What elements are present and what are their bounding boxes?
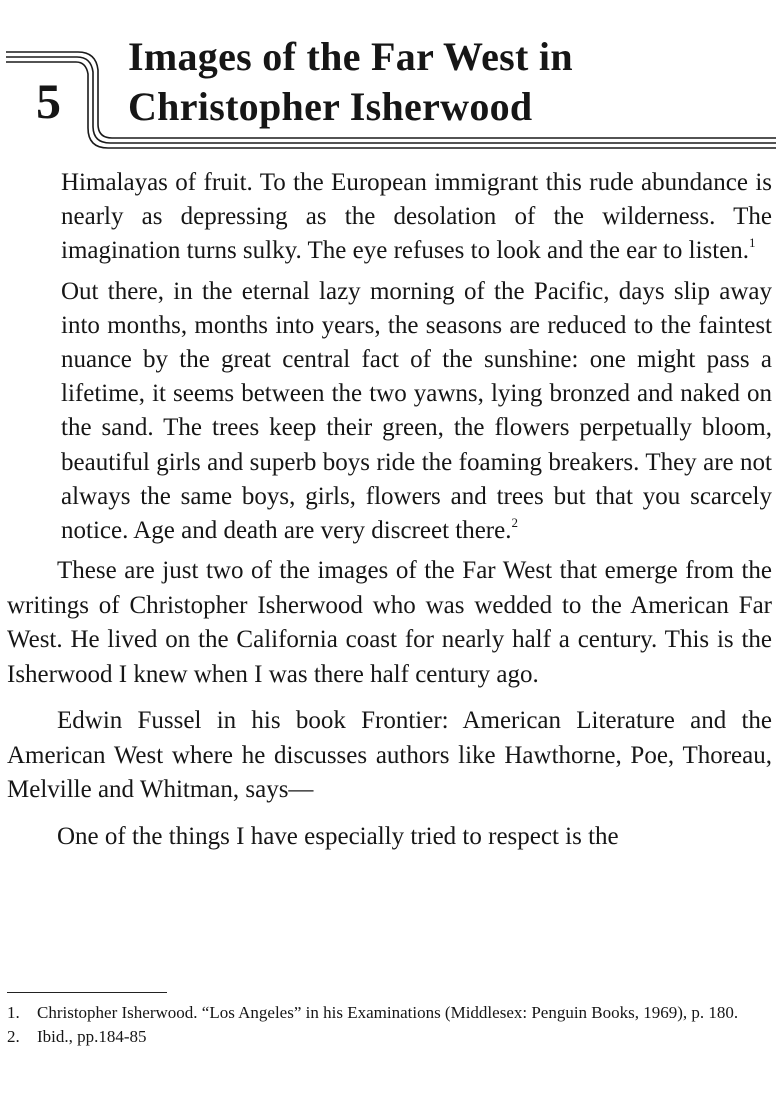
chapter-title bbox=[128, 32, 768, 132]
footnote-ref-2: 2 bbox=[511, 515, 518, 531]
chapter-number: 5 bbox=[36, 73, 61, 129]
footnote-ref-1: 1 bbox=[749, 235, 756, 251]
chapter-title-line-1: Images of the Far West in bbox=[128, 34, 573, 79]
footnote-1 bbox=[7, 1002, 770, 1024]
paragraph-3: One of the things I have especially tried to respect is the bbox=[57, 822, 619, 850]
block-quote-2 bbox=[0, 275, 780, 549]
chapter-header bbox=[0, 0, 780, 150]
body-text bbox=[0, 166, 780, 866]
footnote-text: Ibid., pp.184-85 bbox=[37, 1027, 147, 1046]
footnote-2 bbox=[7, 1026, 770, 1048]
paragraph-2: Edwin Fussel in his book Frontier: American Literature and the American West where he discusses authors like Hawthorne, Poe, Thoreau, Melville and Whitman, says— bbox=[7, 707, 772, 804]
footnotes bbox=[7, 1002, 770, 1050]
chapter-title-line-2: Christopher Isherwood bbox=[128, 84, 533, 129]
quote-text: Himalayas of fruit. To the European immigrant this rude abundance is nearly as depressing as the desolation of the wilderness. The imagination turns sulky. The eye refuses to look and the ear to listen. bbox=[61, 169, 772, 265]
footnote-divider bbox=[7, 992, 167, 993]
quote-text: Out there, in the eternal lazy morning of the Pacific, days slip away into months, months into years, the seasons are reduced to the faintest nuance by the great central fact of the sunshine: one might pass a lifetime, it seems between the two yawns, lying bronzed and naked on the sand. The trees keep their green, the flowers perpetually bloom, beautiful girls and superb boys ride the foaming breakers. They are not always the same boys, girls, flowers and trees but that you scarcely notice. Age and death are very discreet there. bbox=[61, 277, 772, 545]
paragraph-1: These are just two of the images of the Far West that emerge from the writings of Christopher Isherwood who was wedded to the American Far West. He lived on the California coast for nearly half a century. This is the Isherwood I knew when I was there half century ago. bbox=[7, 557, 772, 688]
footnote-text: Christopher Isherwood. “Los Angeles” in his Examinations (Middlesex: Penguin Books, 1969), p. 180. bbox=[37, 1003, 739, 1022]
footnote-number: 2. bbox=[7, 1027, 20, 1046]
footnote-number: 1. bbox=[7, 1003, 20, 1022]
block-quote-1 bbox=[0, 166, 780, 269]
